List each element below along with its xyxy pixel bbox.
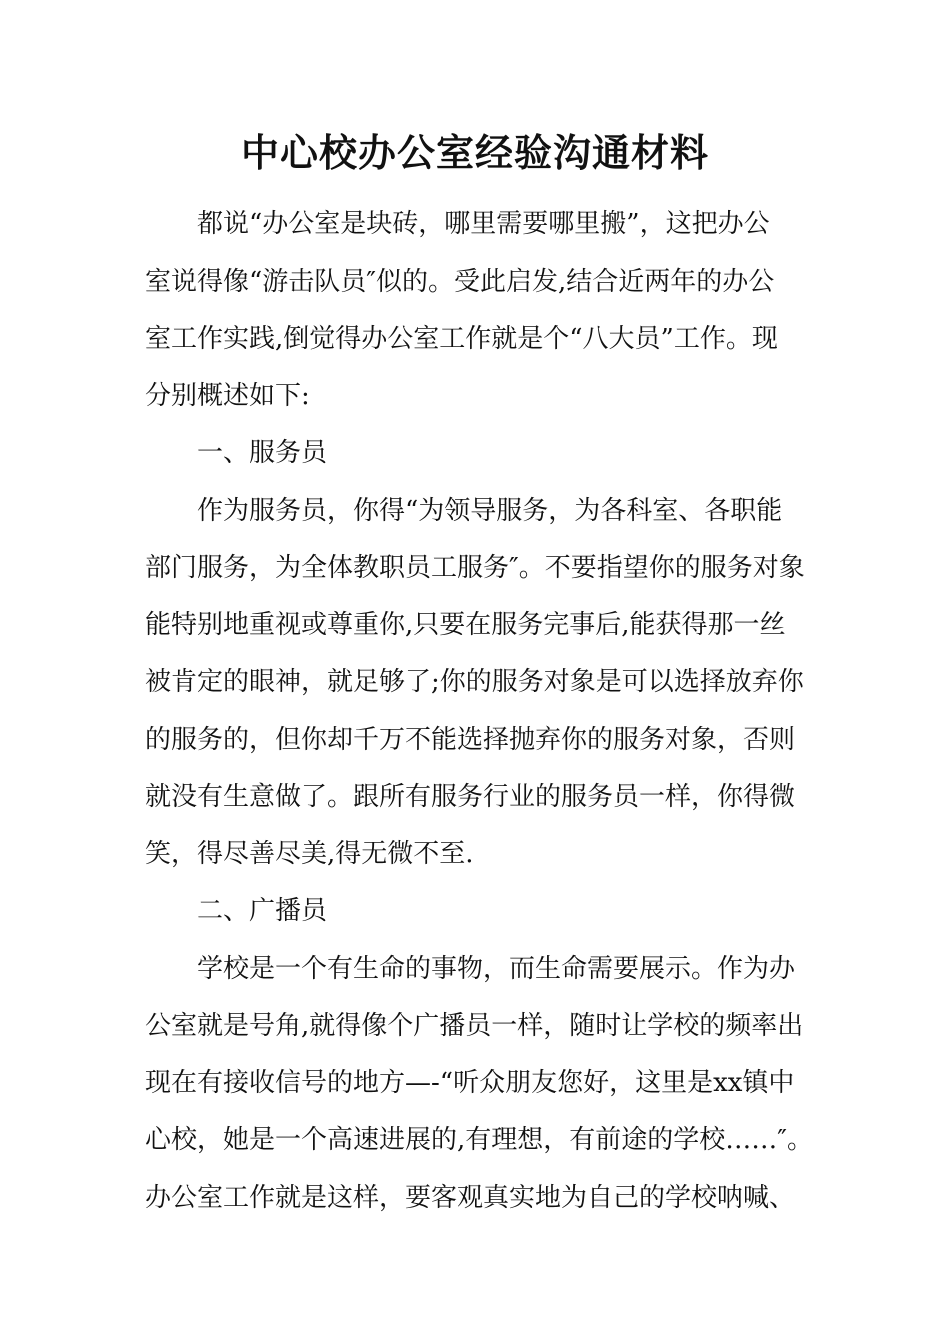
paragraph-line: 能特别地重视或尊重你,只要在服务完事后,能获得那一丝 <box>145 610 786 640</box>
paragraph-line: 都说“办公室是块砖，哪里需要哪里搬”，这把办公 <box>145 209 770 239</box>
paragraph-line: 被肯定的眼神，就足够了;你的服务对象是可以选择放弃你 <box>145 667 804 697</box>
paragraph-line: 室工作实践,倒觉得办公室工作就是个“八大员”工作。现 <box>145 324 778 354</box>
paragraph-line: 办公室工作就是这样，要客观真实地为自己的学校呐喊、 <box>145 1183 796 1213</box>
document-title: 中心校办公室经验沟通材料 <box>240 130 709 175</box>
paragraph-line: 学校是一个有生命的事物，而生命需要展示。作为办 <box>145 954 796 984</box>
paragraph-line: 公室就是号角,就得像个广播员一样，随时让学校的频率出 <box>145 1011 804 1041</box>
paragraph-line: 室说得像“游击队员″似的。受此启发,结合近两年的办公 <box>145 267 775 297</box>
paragraph-line: 部门服务，为全体教职员工服务″。不要指望你的服务对象 <box>145 553 805 583</box>
paragraph-line: 就没有生意做了。跟所有服务行业的服务员一样，你得微 <box>145 782 796 812</box>
paragraph-line: 作为服务员，你得“为领导服务，为各科室、各职能 <box>145 496 783 526</box>
paragraph-line: 的服务的，但你却千万不能选择抛弃你的服务对象，否则 <box>145 725 796 755</box>
section-heading: 一、服务员 <box>145 438 328 468</box>
section-heading: 二、广播员 <box>145 896 328 926</box>
paragraph-line: 现在有接收信号的地方—-“听众朋友您好，这里是xx镇中 <box>145 1068 795 1098</box>
paragraph-line: 心校，她是一个高速进展的,有理想，有前途的学校……″。 <box>145 1125 813 1155</box>
paragraph-line: 分别概述如下: <box>145 381 310 411</box>
paragraph-line: 笑，得尽善尽美,得无微不至. <box>145 839 474 869</box>
